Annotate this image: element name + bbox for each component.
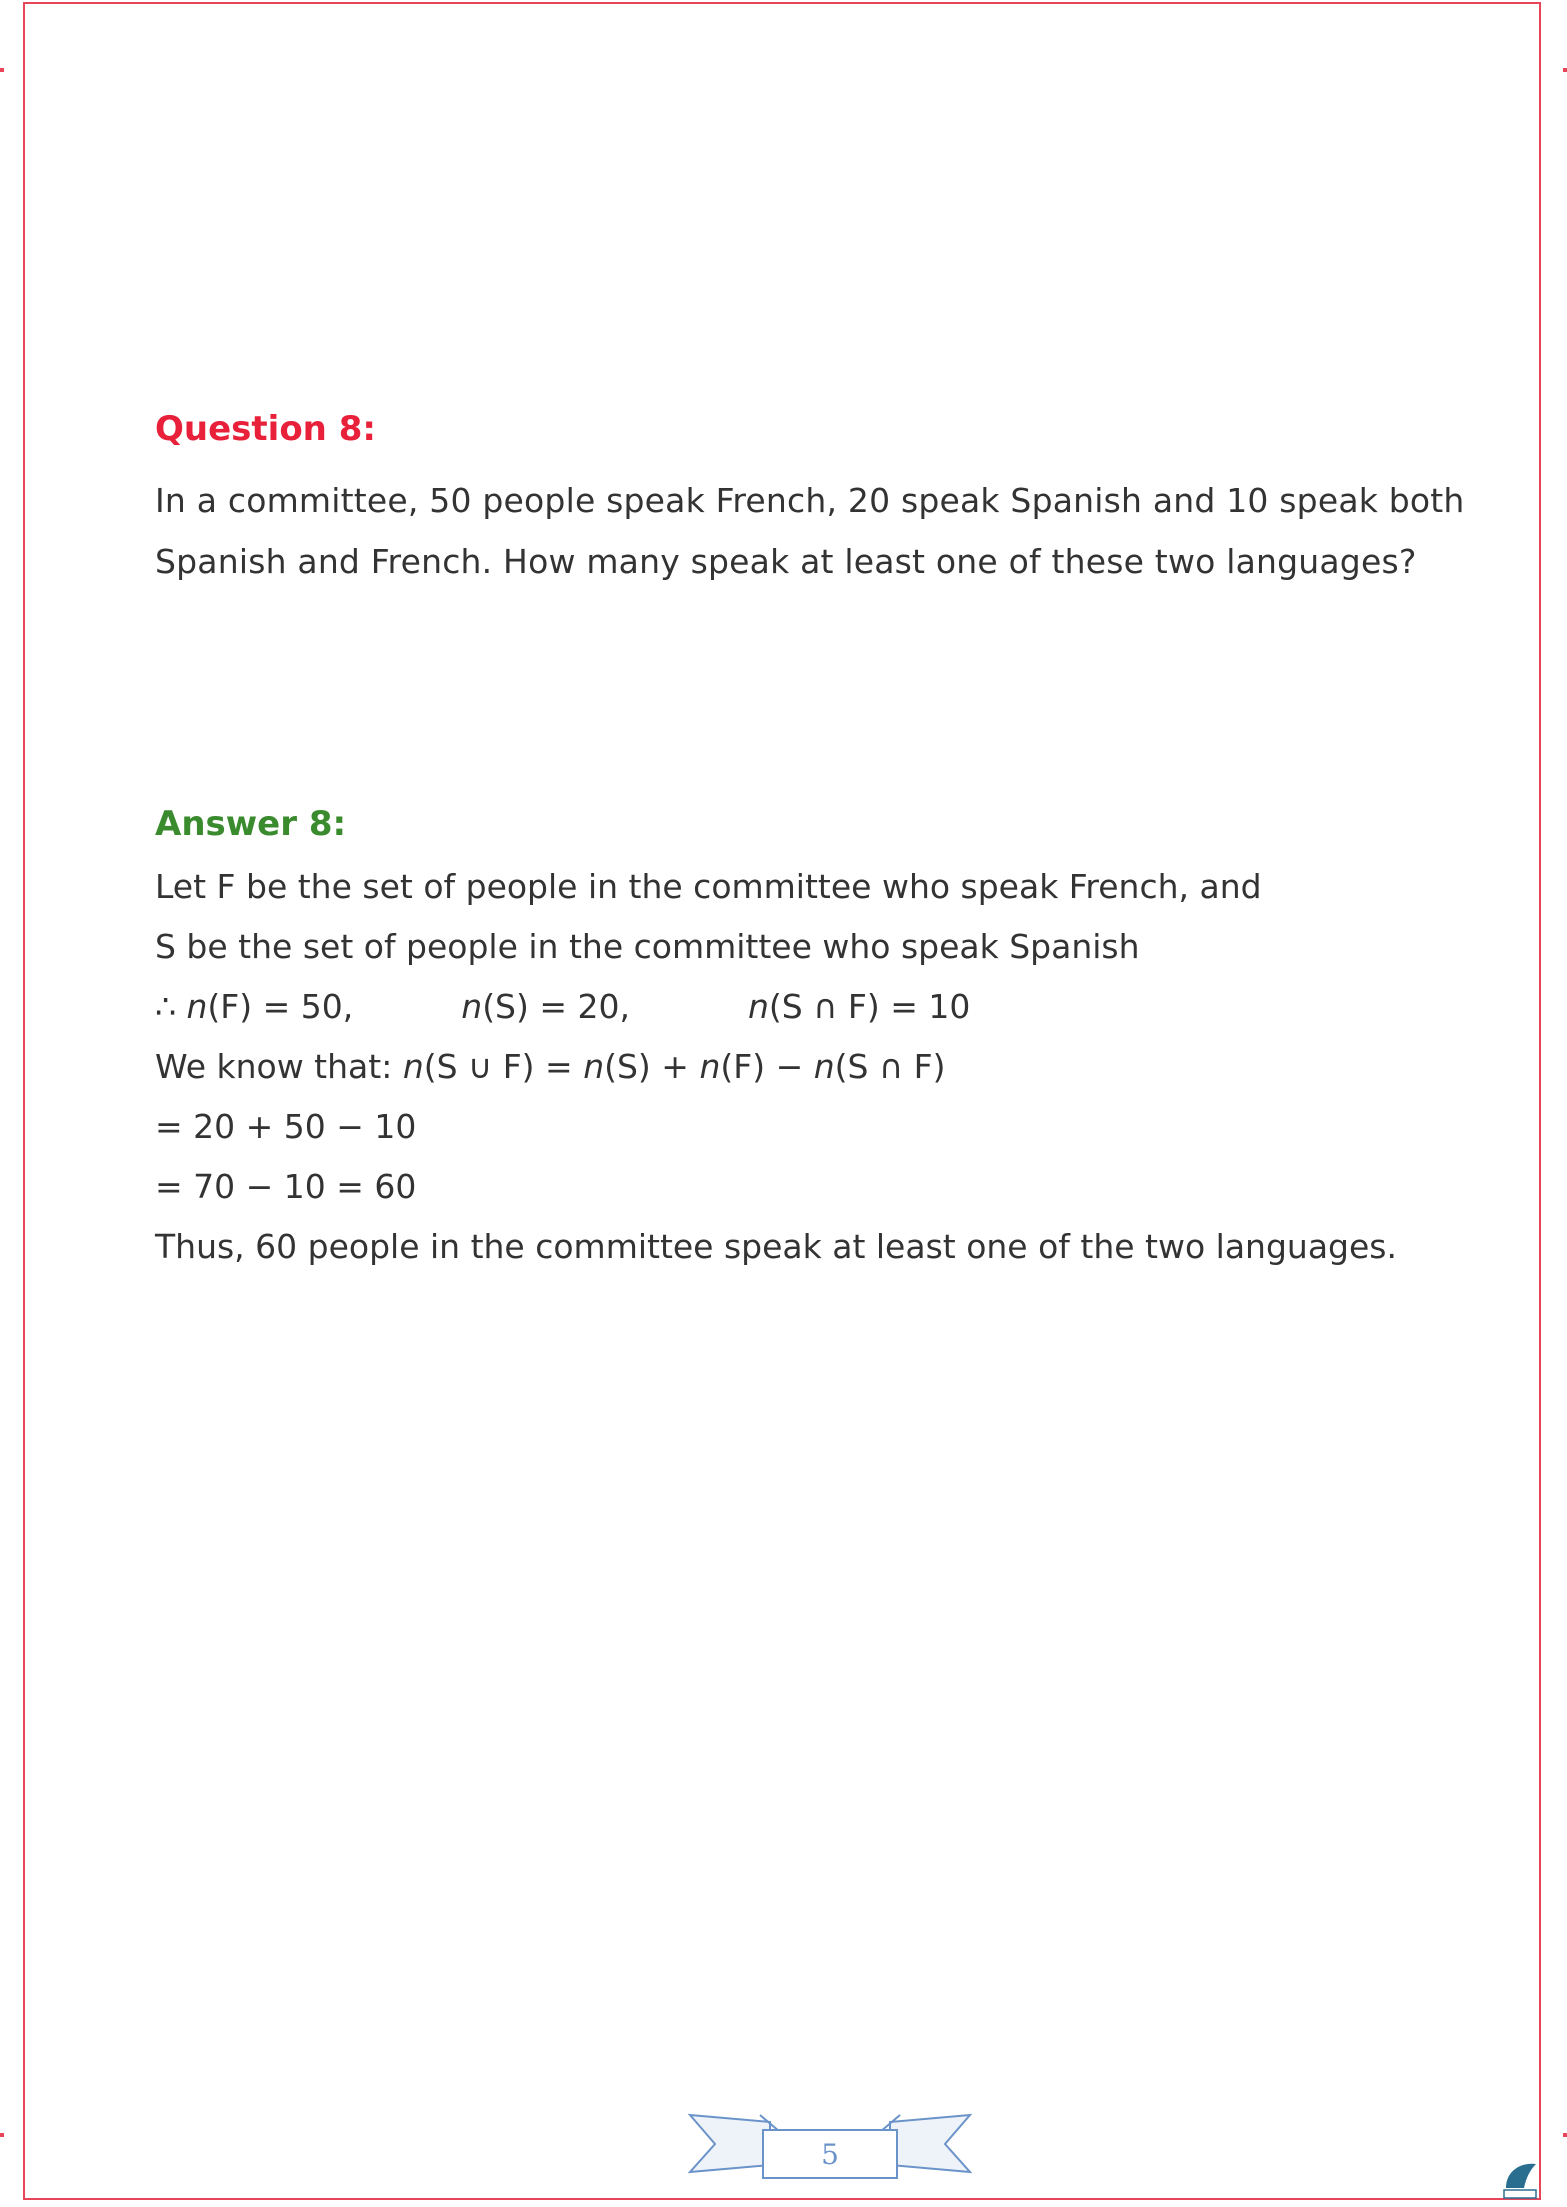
formula-part: (S ∩ F) bbox=[834, 1047, 946, 1086]
question-line-1: In a committee, 50 people speak French, 20 speak Spanish and 10 speak both bbox=[155, 481, 1465, 520]
n-symbol: n bbox=[186, 987, 208, 1026]
n-french-value: (F) = 50, bbox=[207, 987, 354, 1026]
question-line-2: Spanish and French. How many speak at least one of these two languages? bbox=[155, 542, 1417, 581]
calculation-step-1: = 20 + 50 − 10 bbox=[155, 1107, 417, 1146]
publisher-logo-icon bbox=[1500, 2158, 1540, 2200]
n-symbol: n bbox=[402, 1047, 424, 1086]
answer-line-1: Let F be the set of people in the committee who speak French, and bbox=[155, 867, 1262, 906]
therefore-symbol: ∴ bbox=[155, 987, 176, 1026]
n-symbol: n bbox=[748, 987, 769, 1026]
formula-part: (S) + bbox=[604, 1047, 700, 1086]
given-values bbox=[155, 977, 1485, 1037]
n-symbol: n bbox=[461, 987, 483, 1026]
crop-mark-bottom-left bbox=[0, 2133, 4, 2137]
n-symbol: n bbox=[699, 1047, 721, 1086]
conclusion: Thus, 60 people in the committee speak at least one of the two languages. bbox=[155, 1227, 1397, 1266]
crop-mark-top-right bbox=[1563, 68, 1567, 72]
page-number: 5 bbox=[821, 2138, 839, 2171]
n-spanish-value: (S) = 20, bbox=[482, 987, 630, 1026]
formula-part: (S ∪ F) = bbox=[423, 1047, 584, 1086]
crop-mark-bottom-right bbox=[1563, 2133, 1567, 2137]
crop-mark-top-left bbox=[0, 68, 4, 72]
formula-prefix: We know that: bbox=[155, 1047, 403, 1086]
question-heading: Question 8: bbox=[155, 409, 376, 449]
answer-heading: Answer 8: bbox=[155, 804, 347, 844]
answer-line-2: S be the set of people in the committee who speak Spanish bbox=[155, 927, 1140, 966]
document-body bbox=[155, 402, 1485, 1277]
n-symbol: n bbox=[583, 1047, 605, 1086]
n-symbol: n bbox=[813, 1047, 835, 1086]
formula-part: (F) − bbox=[720, 1047, 814, 1086]
union-formula bbox=[155, 1037, 1485, 1097]
n-intersection-value: (S ∩ F) = 10 bbox=[768, 987, 971, 1026]
calculation-step-2: = 70 − 10 = 60 bbox=[155, 1167, 417, 1206]
